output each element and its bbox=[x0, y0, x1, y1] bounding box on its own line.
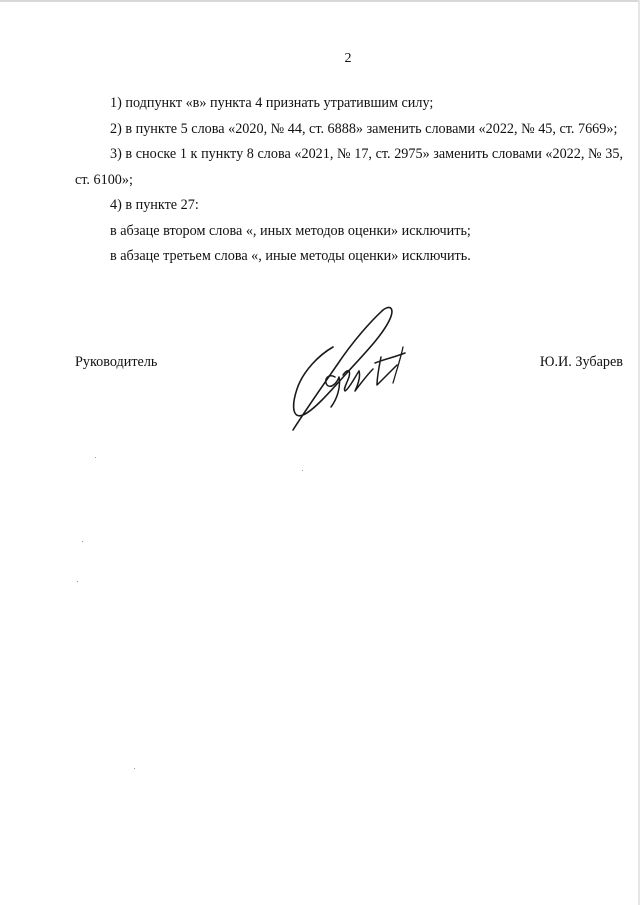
scan-edge-top bbox=[0, 0, 640, 2]
signer-name: Ю.И. Зубарев bbox=[539, 354, 623, 370]
scan-speck bbox=[95, 457, 96, 458]
paragraph-item-2: 2) в пункте 5 слова «2020, № 44, ст. 6888» заменить словами «2022, № 45, ст. 7669»; bbox=[110, 120, 618, 137]
signature-icon bbox=[285, 303, 415, 433]
page-number: 2 bbox=[344, 51, 352, 66]
paragraph-item-4: 4) в пункте 27: bbox=[110, 197, 199, 213]
signer-title: Руководитель bbox=[75, 354, 158, 370]
scan-speck bbox=[302, 470, 303, 471]
scan-speck bbox=[77, 581, 78, 582]
paragraph-item-5: в абзаце втором слова «, иных методов оценки» исключить; bbox=[110, 222, 471, 239]
paragraph-item-1: 1) подпункт «в» пункта 4 признать утратившим силу; bbox=[110, 95, 434, 111]
scan-speck bbox=[82, 541, 83, 542]
paragraph-item-6: в абзаце третьем слова «, иные методы оценки» исключить. bbox=[110, 248, 471, 264]
scan-speck bbox=[134, 768, 135, 769]
document-body bbox=[75, 91, 623, 270]
paragraph-item-3: 3) в сноске 1 к пункту 8 слова «2021, № 17, ст. 2975» заменить словами «2022, № 35, ст. 6100»; bbox=[75, 146, 623, 188]
